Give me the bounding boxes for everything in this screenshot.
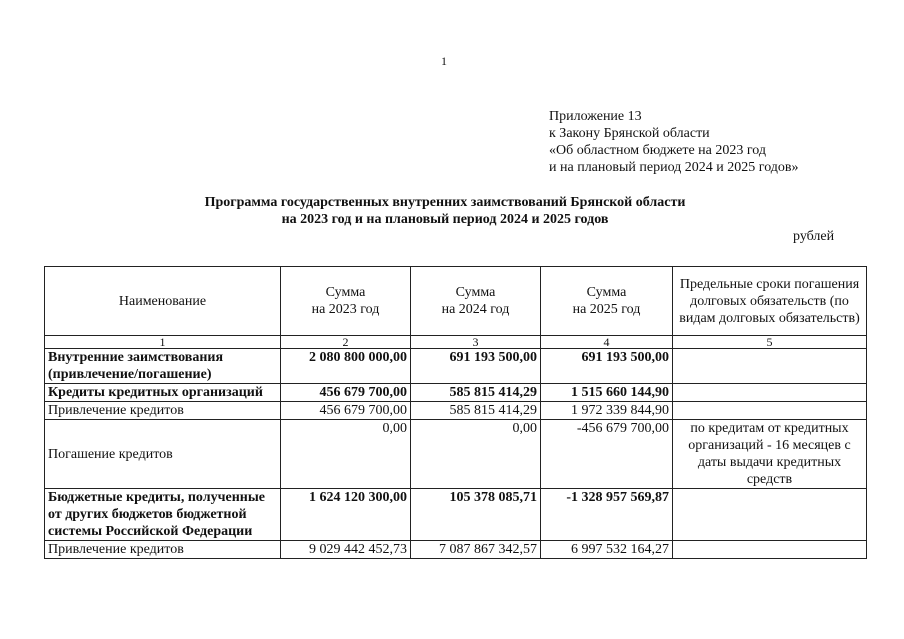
row-name: Привлечение кредитов <box>45 541 281 559</box>
value-2025: -1 328 957 569,87 <box>541 489 673 541</box>
value-2024: 7 087 867 342,57 <box>411 541 541 559</box>
value-2025: 1 972 339 844,90 <box>541 402 673 420</box>
value-2025: 6 997 532 164,27 <box>541 541 673 559</box>
appendix-line: Приложение 13 <box>549 109 642 124</box>
header-2023-line1: Сумма <box>325 285 366 300</box>
value-2023: 456 679 700,00 <box>281 384 411 402</box>
repayment-term <box>673 349 867 384</box>
table-row <box>45 541 867 559</box>
value-2024: 585 815 414,29 <box>411 384 541 402</box>
table-row <box>45 349 867 384</box>
column-number: 2 <box>281 336 411 349</box>
repayment-term <box>673 541 867 559</box>
header-name: Наименование <box>45 267 281 336</box>
header-2024 <box>411 267 541 336</box>
value-2023: 456 679 700,00 <box>281 402 411 420</box>
header-terms: Предельные сроки погашения долговых обязательств (по видам долговых обязательств) <box>673 267 867 336</box>
table-row <box>45 420 867 489</box>
header-2025 <box>541 267 673 336</box>
repayment-term <box>673 489 867 541</box>
column-number: 3 <box>411 336 541 349</box>
column-number-row <box>45 336 867 349</box>
value-2024: 691 193 500,00 <box>411 349 541 384</box>
table-row <box>45 384 867 402</box>
borrowing-program-table <box>44 266 867 559</box>
value-2023: 0,00 <box>281 420 411 489</box>
column-number: 4 <box>541 336 673 349</box>
header-2023-line2: на 2023 год <box>311 302 380 317</box>
header-2024-line1: Сумма <box>455 285 496 300</box>
row-name: Кредиты кредитных организаций <box>45 384 281 402</box>
header-2025-line1: Сумма <box>586 285 627 300</box>
row-name: Бюджетные кредиты, полученные от других бюджетов бюджетной системы Российской Федерации <box>45 489 281 541</box>
repayment-term: по кредитам от кредитных организаций - 16 месяцев с даты выдачи кредитных средств <box>673 420 867 489</box>
header-2025-line2: на 2025 год <box>572 302 641 317</box>
page-number: 1 <box>441 54 447 68</box>
value-2023: 1 624 120 300,00 <box>281 489 411 541</box>
value-2025: 691 193 500,00 <box>541 349 673 384</box>
value-2025: -456 679 700,00 <box>541 420 673 489</box>
header-2023 <box>281 267 411 336</box>
row-name: Внутренние заимствования (привлечение/погашение) <box>45 349 281 384</box>
column-number: 1 <box>45 336 281 349</box>
repayment-term <box>673 384 867 402</box>
appendix-line: к Закону Брянской области <box>549 126 710 141</box>
value-2024: 585 815 414,29 <box>411 402 541 420</box>
appendix-line: «Об областном бюджете на 2023 год <box>549 143 766 158</box>
repayment-term <box>673 402 867 420</box>
title-line: Программа государственных внутренних заимствований Брянской области <box>204 195 686 210</box>
appendix-line: и на плановый период 2024 и 2025 годов» <box>549 160 799 175</box>
value-2023: 9 029 442 452,73 <box>281 541 411 559</box>
row-name: Погашение кредитов <box>45 420 281 489</box>
value-2024: 105 378 085,71 <box>411 489 541 541</box>
value-2024: 0,00 <box>411 420 541 489</box>
title-line: на 2023 год и на плановый период 2024 и 2025 годов <box>281 212 609 227</box>
appendix-note <box>549 108 799 176</box>
units-label: рублей <box>793 229 835 244</box>
row-name: Привлечение кредитов <box>45 402 281 420</box>
value-2023: 2 080 800 000,00 <box>281 349 411 384</box>
document-title <box>0 194 890 228</box>
value-2025: 1 515 660 144,90 <box>541 384 673 402</box>
header-2024-line2: на 2024 год <box>441 302 510 317</box>
table-row <box>45 402 867 420</box>
column-number: 5 <box>673 336 867 349</box>
table-header-row <box>45 267 867 336</box>
table-row <box>45 489 867 541</box>
